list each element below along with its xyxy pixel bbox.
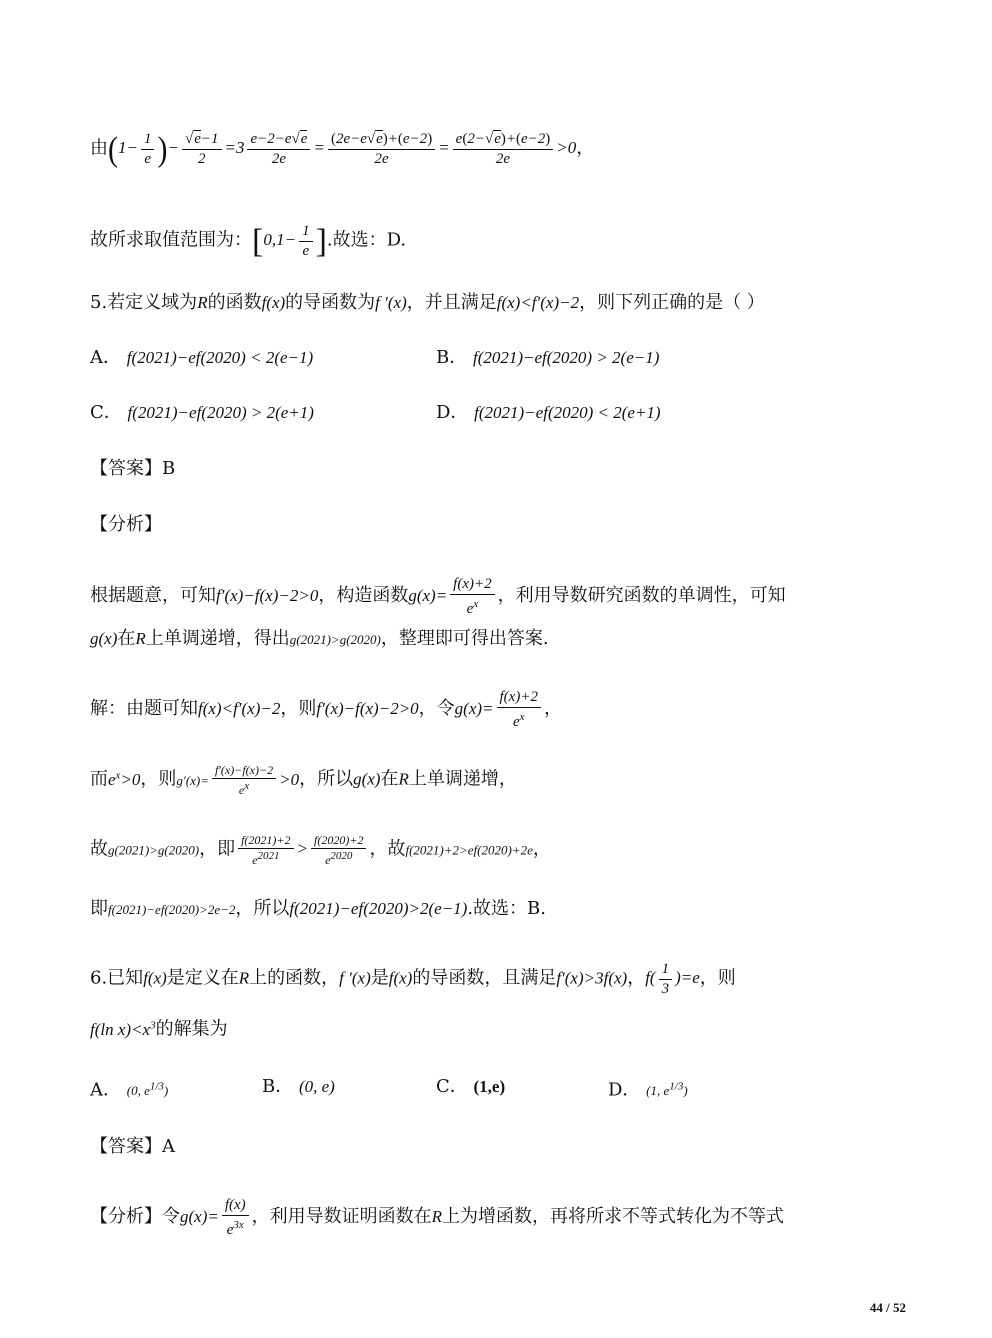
q6-option-d: D． (1, $e^{1/3}$) xyxy=(608,1079,688,1101)
q5-option-d: D． f(2021)−ef(2020) < 2(e+1) xyxy=(436,402,661,423)
q5-solution-line-1: 解：由题可知f(x)<f′(x)−2，则f′(x)−f(x)−2>0，令g(x)= $\frac{f(x)+2}{e^x}$ ， xyxy=(90,689,562,730)
range-text: 故所求取值范围为： xyxy=(90,229,252,251)
q5-stem-text: ，并且满足 xyxy=(406,292,497,313)
option-expression: f(2021)−ef(2020) > 2(e−1) xyxy=(472,348,660,367)
suffix-text: ， xyxy=(576,137,595,159)
option-expression: f(2021)−ef(2020) < 2(e−1) xyxy=(126,348,314,367)
q5-analysis-line-1: 根据题意，可知f′(x)−f(x)−2>0，构造函数g(x)= $\frac{f(x)+2}{e^x}$ ，利用导数研究函数的单调性，可知 xyxy=(90,576,786,617)
q5-stem: 5.若定义域为R的函数f(x)的导函数为f ′(x)，并且满足f(x)<f′(x)−2，则下列正确的是（ ） xyxy=(90,292,765,313)
q5-stem-text: 的导函数为 xyxy=(285,292,376,313)
q5-option-c: C． f(2021)−ef(2020) > 2(e+1) xyxy=(90,402,314,423)
q5-stem-text: 5.若定义域为 xyxy=(90,292,198,313)
math-expression: (1− $\frac{1}{e}$ )− $\frac{√e-1}{2}$ =3 $\frac{e-2-e√e}{2e}$ = $\frac{(2e-e√e)+(e-2)}{2e}$ = $\frac{e(2-√e)+(e-2)}{2e}$ >0 xyxy=(108,129,577,168)
range-line xyxy=(90,222,912,261)
q5-solution-line-3: 故g(2021)>g(2020)，即 $\frac{f(2021)+2}{e2021}$ > $\frac{f(2020)+2}{e2020}$ ，故f(2021)+2>ef(2020)+2e， xyxy=(90,833,551,867)
q6-answer: 【答案】A xyxy=(90,1136,175,1157)
q5-option-a: A． f(2021)−ef(2020) < 2(e−1) xyxy=(90,347,314,368)
option-expression: f(2021)−ef(2020) < 2(e+1) xyxy=(474,403,661,422)
q5-analysis-line-2: g(x)在R上单调递增，得出g(2021)>g(2020)，整理即可得出答案. xyxy=(90,628,549,649)
option-expression: f(2021)−ef(2020) > 2(e+1) xyxy=(127,403,314,422)
q5-stem-text: 的函数 xyxy=(207,292,262,313)
q6-stem-line-1: 6.已知f(x)是定义在R上的函数，f ′(x)是f(x)的导函数，且满足f′(x)>3f(x)，f( $\frac{1}{3}$ )=e，则 xyxy=(90,961,736,997)
q6-option-c: C． (1,e) xyxy=(436,1076,506,1097)
range-tail: .故选：D. xyxy=(326,229,407,251)
q6-stem-line-2: f(ln $x)<x^3$的解集为 xyxy=(90,1018,228,1040)
q6-option-b: B． (0, e) xyxy=(262,1076,335,1097)
q5-solution-line-4: 即f(2021)−ef(2020)>2e−2，所以f(2021)−ef(2020)>2(e−1).故选：B. xyxy=(90,898,546,919)
q5-answer: 【答案】B xyxy=(90,458,176,479)
q6-option-a: A． (0, $e^{1/3}$) xyxy=(90,1079,169,1101)
prefix-text: 由 xyxy=(90,137,108,159)
q6-analysis: 【分析】令g(x)= $\frac{f(x)}{e^{3x}}$ ，利用导数证明函数在R上为增函数，再将所求不等式转化为不等式 xyxy=(90,1197,785,1238)
derivation-line xyxy=(90,130,912,169)
q5-solution-line-2: 而$e^x>0$，则g′(x)= $\frac{f'(x)-f(x)-2}{ex}$ >0，所以g(x)在R上单调递增， xyxy=(90,763,517,798)
q5-analysis-title: 【分析】 xyxy=(90,514,162,535)
range-expression: [0,1− $\frac{1}{e}$ ] xyxy=(252,222,327,260)
q5-option-b: B． f(2021)−ef(2020) > 2(e−1) xyxy=(436,347,660,368)
q5-stem-text: ，则下列正确的是（ ） xyxy=(579,292,765,313)
page-number: 44 / 52 xyxy=(869,1300,906,1315)
